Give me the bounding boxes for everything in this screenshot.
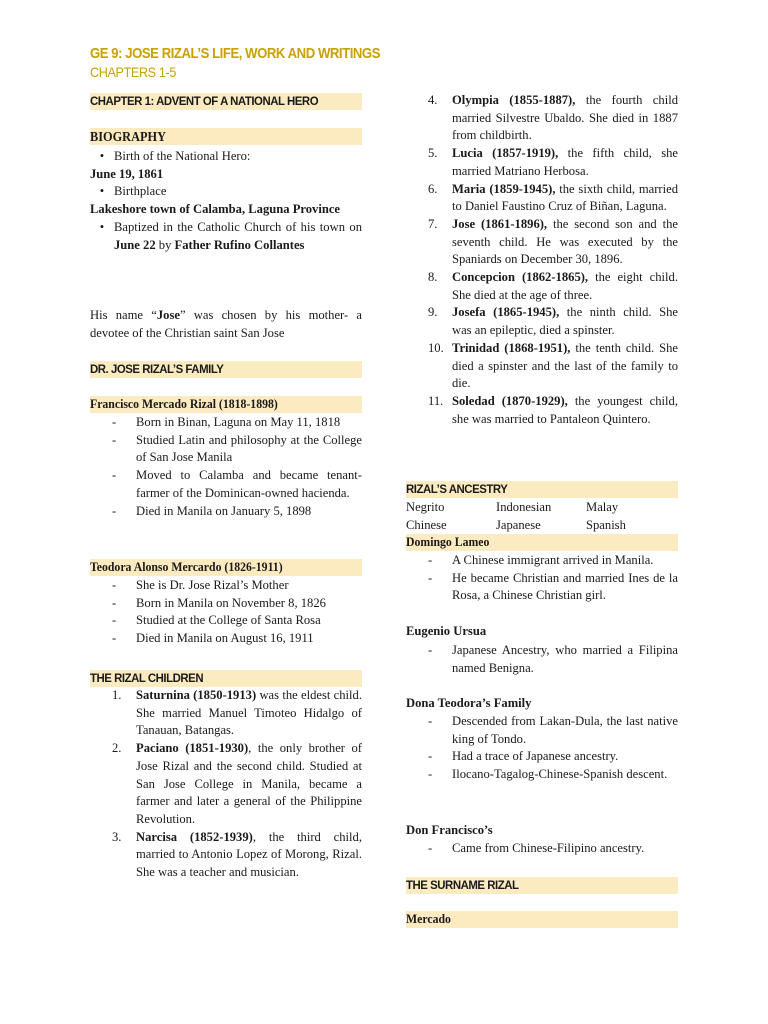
list-item: - Died in Manila on August 16, 1911 (112, 631, 314, 646)
ancestry-heading: RIZAL’S ANCESTRY (406, 481, 678, 498)
list-item: 3. Narcisa (1852-1939), the third child, married to Antonio Lopez of Morong, Rizal. She was a teacher and musician. (112, 829, 362, 880)
mercado-label: Mercado (406, 911, 678, 928)
teodora-family-name: Dona Teodora’s Family (406, 696, 532, 710)
teodora-family-list (406, 713, 678, 784)
document-title: GE 9: JOSE RIZAL’S LIFE, WORK AND WRITINGS (90, 46, 381, 62)
ancestry-group: Negrito (406, 500, 445, 514)
list-item: - Moved to Calamba and became tenant-farmer of the Dominican-owned hacienda. (112, 468, 362, 500)
ancestry-groups (406, 499, 678, 534)
mother-list (90, 577, 362, 648)
list-item: - Born in Binan, Laguna on May 11, 1818 (112, 415, 341, 429)
list-item: - He became Christian and married Ines de la Rosa, a Chinese Christian girl. (428, 570, 678, 603)
document-subtitle: CHAPTERS 1-5 (90, 64, 177, 80)
list-item: - Studied at the College of Santa Rosa (112, 613, 321, 628)
list-item: 9. Josefa (1865-1945), the ninth child. She was an epileptic, died a spinster. (428, 305, 678, 338)
list-item: - Died in Manila on January 5, 1898 (112, 503, 312, 518)
list-item: 8. Concepcion (1862-1865), the eight child. She died at the age of three. (428, 270, 678, 302)
ancestry-group: Chinese (406, 517, 447, 532)
ancestry-group: Indonesian (496, 500, 552, 514)
list-item: - Studied Latin and philosophy at the College of San Jose Manila (112, 432, 362, 465)
biography-section (90, 148, 362, 254)
list-item: - Born in Manila on November 8, 1826 (112, 595, 326, 610)
list-item: - A Chinese immigrant arrived in Manila. (428, 553, 654, 567)
list-item: 11. Soledad (1870-1929), the youngest child, she was married to Pantaleon Quintero. (428, 393, 679, 426)
list-item: - Came from Chinese-Filipino ancestry. (428, 841, 645, 855)
children-list-a (90, 687, 362, 882)
francisco-list (406, 840, 678, 858)
birth-bullet: • Birth of the National Hero: (99, 149, 251, 163)
list-item: - Japanese Ancestry, who married a Filipina named Benigna. (428, 643, 678, 675)
baptized-bullet: • Baptized in the Catholic Church of his town on June 22 by Father Rufino Collantes (90, 219, 362, 254)
biography-heading: BIOGRAPHY (90, 128, 362, 145)
list-item: 1. Saturnina (1850-1913) was the eldest child. She married Manuel Timoteo Hidalgo of Tanauan, Batangas. (112, 688, 363, 738)
francisco-name: Don Francisco’s (406, 823, 493, 837)
ancestry-group: Malay (586, 500, 619, 514)
list-item: 4. Olympia (1855-1887), the fourth child married Silvestre Ubaldo. She died in 1887 from childbirth. (428, 93, 678, 143)
ancestry-group: Japanese (496, 517, 541, 532)
children-list-b (406, 92, 678, 428)
birth-date: June 19, 1861 (90, 166, 164, 181)
surname-heading: THE SURNAME RIZAL (406, 877, 678, 894)
baptized-text: Baptized in the Catholic Church of his town on June 22 by Father Rufino Collantes (114, 219, 362, 252)
birthplace-text: Lakeshore town of Calamba, Laguna Province (90, 202, 341, 217)
mother-name: Teodora Alonso Mercardo (1826-1911) (90, 559, 362, 576)
eugenio-name: Eugenio Ursua (406, 624, 487, 638)
domingo-name: Domingo Lameo (406, 534, 678, 551)
list-item: 10. Trinidad (1868-1951), the tenth child. She died a spinster and the last of the family to die. (428, 340, 678, 391)
list-item: - Ilocano-Tagalog-Chinese-Spanish descent. (428, 767, 668, 782)
chapter-heading: CHAPTER 1: ADVENT OF A NATIONAL HERO (90, 93, 362, 110)
list-item: - Had a trace of Japanese ancestry. (428, 749, 619, 764)
list-item: 5. Lucia (1857-1919), the fifth child, she married Matriano Herbosa. (428, 146, 678, 178)
eugenio-list (406, 642, 678, 677)
domingo-list (406, 552, 678, 605)
father-name: Francisco Mercado Rizal (1818-1898) (90, 396, 362, 413)
list-item: 6. Maria (1859-1945), the sixth child, married to Daniel Faustino Cruz of Biñan, Laguna. (428, 181, 678, 214)
birthplace-bullet: • Birthplace (99, 184, 167, 199)
name-origin-paragraph: His name “Jose” was chosen by his mother- a devotee of the Christian saint San Jose (90, 308, 363, 340)
list-item: 2. Paciano (1851-1930), the only brother of Jose Rizal and the second child. Studied at San Jose College in Manila, became a farmer and later a general of the Philippine Revolution. (112, 741, 363, 826)
father-list (90, 414, 362, 520)
list-item: 7. Jose (1861-1896), the second son and the seventh child. He was executed by the Spaniards on December 30, 1896. (428, 216, 678, 267)
ancestry-group: Spanish (586, 517, 626, 532)
list-item: - Descended from Lakan-Dula, the last native king of Tondo. (428, 714, 678, 746)
family-heading: DR. JOSE RIZAL’S FAMILY (90, 361, 362, 378)
list-item: - She is Dr. Jose Rizal’s Mother (112, 578, 289, 592)
children-heading: THE RIZAL CHILDREN (90, 670, 362, 687)
